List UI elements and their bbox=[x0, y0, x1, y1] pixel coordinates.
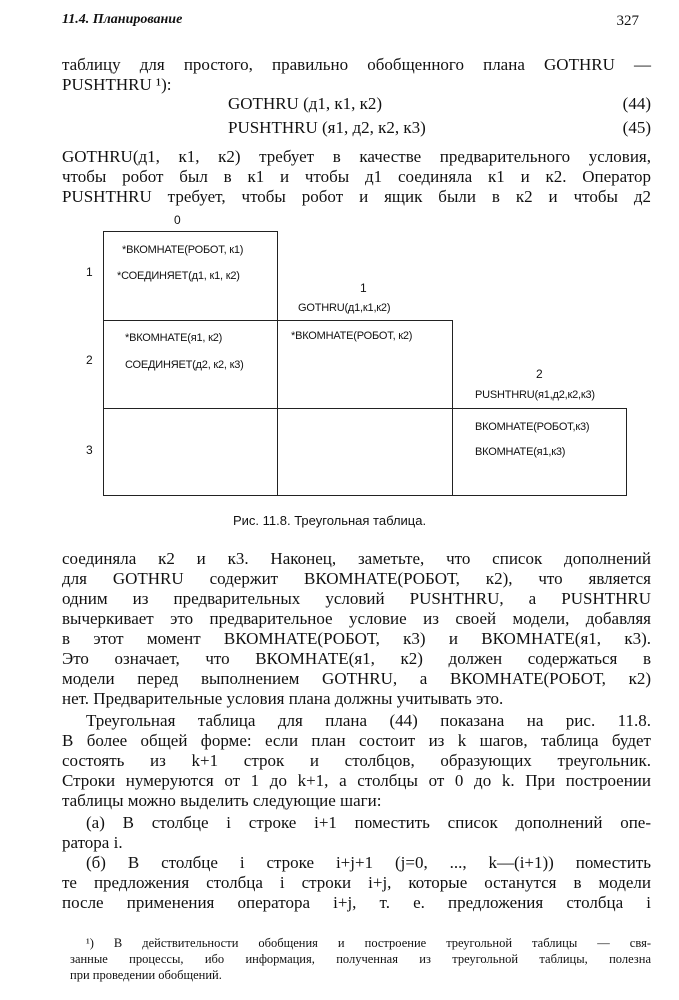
figure-caption: Рис. 11.8. Треугольная таблица. bbox=[233, 513, 427, 528]
list-item-a: (а) В столбце i строке i+1 поместить список дополнений опе- bbox=[86, 813, 651, 832]
equation-44: GOTHRU (д1, к1, к2) bbox=[228, 94, 383, 113]
text-line: Строки нумеруются от 1 до k+1, а столбцы от 0 до k. При построении bbox=[62, 771, 651, 790]
equation-number: (44) bbox=[622, 94, 651, 113]
cell-formula: СОЕДИНЯЕТ(д2, к2, к3) bbox=[125, 359, 244, 371]
text-line: Это означает, что ВКОМНАТЕ(я1, к2) должен содержаться в bbox=[62, 649, 651, 668]
operator-label: PUSHTHRU(я1,д2,к2,к3) bbox=[475, 389, 595, 401]
cell-formula: *ВКОМНАТЕ(я1, к2) bbox=[125, 332, 223, 344]
text-line: модели перед выполнением GOTHRU, а ВКОМНАТЕ(РОБОТ, к2) bbox=[62, 669, 651, 688]
cell-formula: ВКОМНАТЕ(я1,к3) bbox=[475, 446, 566, 458]
text-line: одним из предварительных условий PUSHTHRU, а PUSHTHRU bbox=[62, 589, 651, 608]
footnote-line: занные процессы, ибо информация, полученная из треугольной таблицы, полезна bbox=[70, 952, 651, 966]
cell-formula: *ВКОМНАТЕ(РОБОТ, к2) bbox=[291, 330, 413, 342]
equation-number: (45) bbox=[622, 118, 651, 137]
cell-formula: *СОЕДИНЯЕТ(д1, к1, к2) bbox=[117, 270, 240, 282]
footnote-line: ¹) В действительности обобщения и построение треугольной таблицы — свя- bbox=[86, 936, 651, 950]
running-header: 11.4. Планирование bbox=[62, 12, 183, 27]
column-label: 0 bbox=[174, 213, 181, 227]
text-line: после применения оператора i+j, т. е. предложения столбца i bbox=[62, 893, 651, 912]
column-label: 2 bbox=[536, 367, 543, 381]
column-label: 1 bbox=[360, 281, 367, 295]
table-cell-r3c0 bbox=[103, 408, 278, 496]
row-label: 1 bbox=[86, 265, 93, 279]
text-line: таблицу для простого, правильно обобщенного плана GOTHRU — bbox=[62, 55, 651, 74]
operator-label: GOTHRU(д1,к1,к2) bbox=[298, 302, 391, 314]
text-line: для GOTHRU содержит ВКОМНАТЕ(РОБОТ, к2), что является bbox=[62, 569, 651, 588]
text-line: в этот момент ВКОМНАТЕ(РОБОТ, к3) и ВКОМНАТЕ(я1, к3). bbox=[62, 629, 651, 648]
table-cell-r3c1 bbox=[277, 408, 453, 496]
row-label: 3 bbox=[86, 443, 93, 457]
text-line: В более общей форме: если план состоит из k шагов, таблица будет bbox=[62, 731, 651, 750]
text-line: чтобы робот был в к1 и чтобы д1 соединяла к1 и к2. Оператор bbox=[62, 167, 651, 186]
text-line: PUSHTHRU ¹): bbox=[62, 75, 172, 94]
text-line: вычеркивает это предварительное условие из своей модели, добавляя bbox=[62, 609, 651, 628]
row-label: 2 bbox=[86, 353, 93, 367]
text-line: соединяла к2 и к3. Наконец, заметьте, что список дополнений bbox=[62, 549, 651, 568]
cell-formula: ВКОМНАТЕ(РОБОТ,к3) bbox=[475, 421, 590, 433]
footnote-line: при проведении обобщений. bbox=[70, 968, 222, 982]
cell-formula: *ВКОМНАТЕ(РОБОТ, к1) bbox=[122, 244, 244, 256]
page-number: 327 bbox=[616, 13, 639, 29]
text-line: те предложения столбца i строки i+j, которые останутся в модели bbox=[62, 873, 651, 892]
list-item-b: (б) В столбце i строке i+j+1 (j=0, ..., k—(i+1)) поместить bbox=[86, 853, 651, 872]
text-line: нет. Предварительные условия плана должны учитывать это. bbox=[62, 689, 504, 708]
text-line: Треугольная таблица для плана (44) показана на рис. 11.8. bbox=[86, 711, 651, 730]
text-line: состоять из k+1 строк и столбцов, образующих треугольник. bbox=[62, 751, 651, 770]
equation-45: PUSHTHRU (я1, д2, к2, к3) bbox=[228, 118, 426, 137]
text-line: таблицы можно выделить следующие шаги: bbox=[62, 791, 382, 810]
text-line: GOTHRU(д1, к1, к2) требует в качестве предварительного условия, bbox=[62, 147, 651, 166]
text-line: PUSHTHRU требует, чтобы робот и ящик были в к2 и чтобы д2 bbox=[62, 187, 651, 206]
list-item-a-cont: ратора i. bbox=[62, 833, 123, 852]
